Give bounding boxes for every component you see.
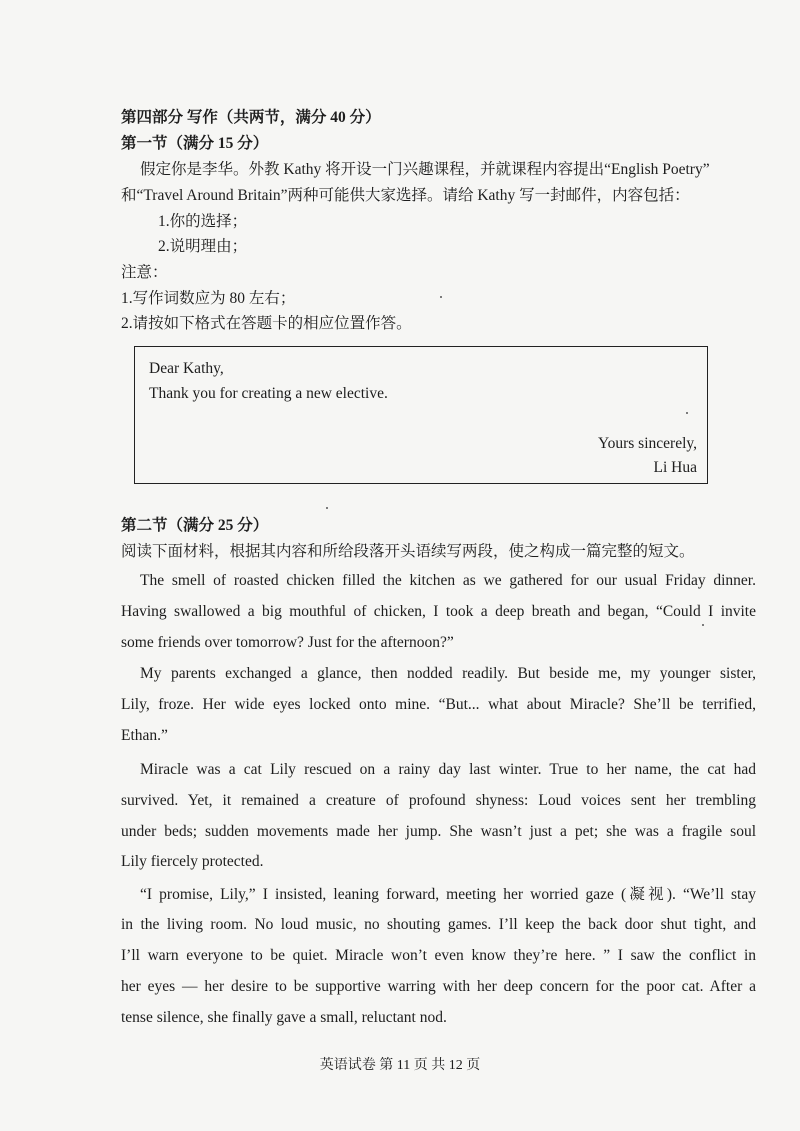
passage-line: some friends over tomorrow? Just for the afternoon?”	[121, 634, 454, 651]
passage-line: Lily, froze. Her wide eyes locked onto mine. “But... what about Miracle? She’ll be terrified,	[121, 696, 756, 713]
letter-signature: Li Hua	[653, 459, 697, 476]
section1-item2: 2.说明理由；	[158, 238, 248, 255]
note-label: 注意：	[121, 264, 168, 281]
note2: 2.请按如下格式在答题卡的相应位置作答。	[121, 315, 412, 332]
passage-line: Having swallowed a big mouthful of chicken, I took a deep breath and began, “Could I invite	[121, 603, 756, 620]
letter-salutation: Dear Kathy,	[149, 360, 224, 377]
letter-opening: Thank you for creating a new elective.	[149, 385, 388, 402]
part-title: 第四部分 写作（共两节，满分 40 分）	[121, 109, 381, 126]
passage-line: “I promise, Lily,” I insisted, leaning forward, meeting her worried gaze (凝视). “We’ll stay	[140, 886, 756, 903]
section1-item1: 1.你的选择；	[158, 213, 248, 230]
passage-line: Ethan.”	[121, 727, 168, 744]
passage-line: tense silence, she finally gave a small, reluctant nod.	[121, 1009, 447, 1026]
passage-line: The smell of roasted chicken filled the kitchen as we gathered for our usual Friday dinner.	[140, 572, 756, 589]
passage-line: My parents exchanged a glance, then nodded readily. But beside me, my younger sister,	[140, 665, 756, 682]
section2-title: 第二节（满分 25 分）	[121, 517, 269, 534]
passage-line: Miracle was a cat Lily rescued on a rainy day last winter. True to her name, the cat had	[140, 761, 756, 778]
passage-line: in the living room. No loud music, no shouting games. I’ll keep the back door shut tight, and	[121, 916, 756, 933]
scan-speck	[326, 507, 328, 509]
scan-speck	[686, 412, 688, 414]
passage-line: under beds; sudden movements made her jump. She wasn’t just a pet; she was a fragile soul	[121, 823, 756, 840]
section2-instruction: 阅读下面材料，根据其内容和所给段落开头语续写两段，使之构成一篇完整的短文。	[121, 543, 695, 560]
section1-title: 第一节（满分 15 分）	[121, 135, 269, 152]
note1: 1.写作词数应为 80 左右；	[121, 290, 296, 307]
letter-format-box	[134, 346, 708, 484]
scan-speck	[702, 624, 704, 626]
scan-speck	[440, 296, 442, 298]
section1-prompt-line1: 假定你是李华。外教 Kathy 将开设一门兴趣课程，并就课程内容提出“English Poetry”	[140, 161, 710, 178]
passage-line: I’ll warn everyone to be quiet. Miracle won’t even know they’re here. ” I saw the conflict in	[121, 947, 756, 964]
page-footer: 英语试卷 第 11 页 共 12 页	[319, 1058, 481, 1073]
section1-prompt-line2: 和“Travel Around Britain”两种可能供大家选择。请给 Kathy 写一封邮件，内容包括：	[121, 187, 690, 204]
passage-line: survived. Yet, it remained a creature of profound shyness: Loud voices sent her trembling	[121, 792, 756, 809]
letter-closing: Yours sincerely,	[597, 435, 697, 452]
passage-line: Lily fiercely protected.	[121, 853, 264, 870]
passage-line: her eyes — her desire to be supportive warring with her deep concern for the poor cat. After a	[121, 978, 756, 995]
